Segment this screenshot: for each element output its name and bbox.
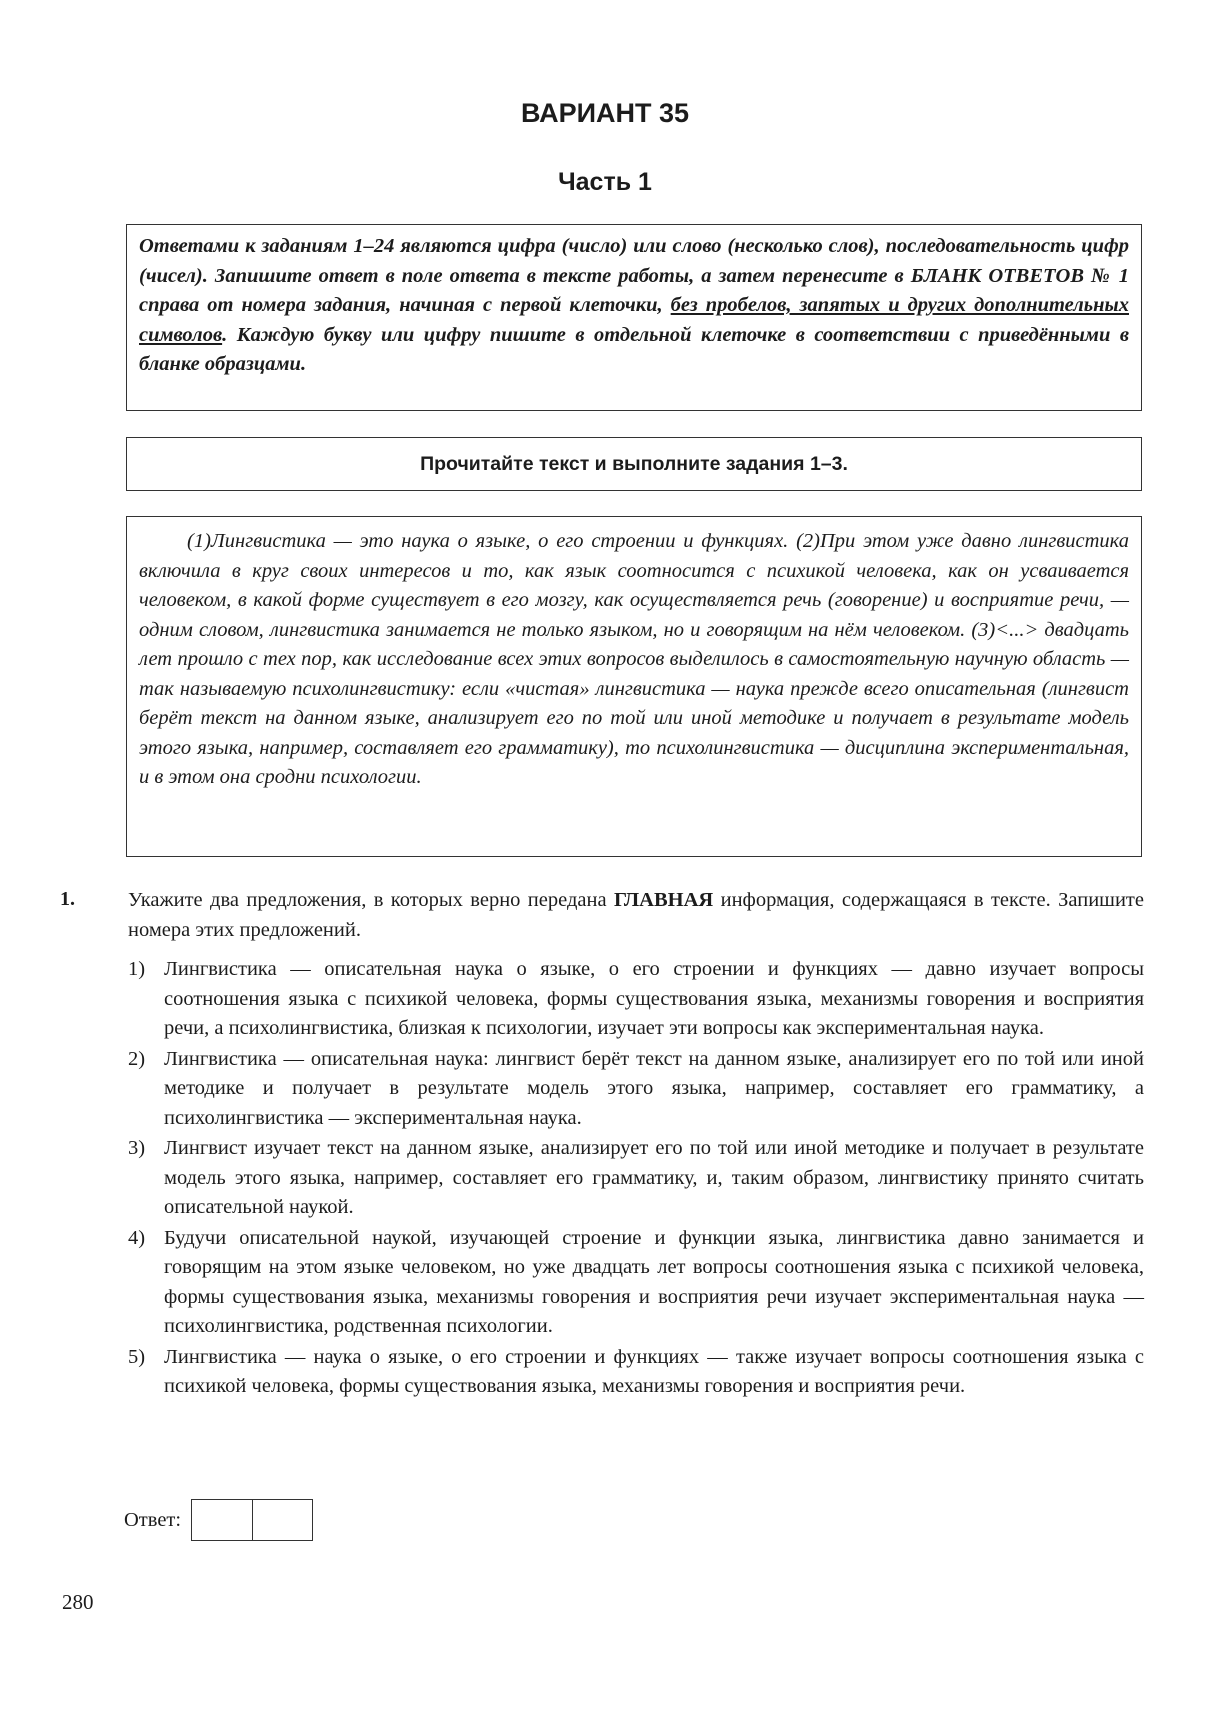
option-number: 2) <box>128 1047 146 1070</box>
part-title: Часть 1 <box>558 168 652 196</box>
task-header: Прочитайте текст и выполните задания 1–3. <box>420 452 848 475</box>
option-2 <box>128 1045 1144 1134</box>
answer-cell[interactable] <box>252 1500 312 1540</box>
reading-text-box <box>126 516 1142 857</box>
option-text: Будучи описательной наукой, изучающей строение и функции языка, лингвистика давно занимается и говорящим на этом языке человеком, но уже двадцать лет вопросы соотношения языка с психикой человека, формы существования языка, механизмы говорения и восприятия речи изучает экспериментальная наука — психолингвистика, родственная психологии. <box>164 1226 1144 1337</box>
option-5 <box>128 1343 1144 1402</box>
instructions-box <box>126 224 1142 411</box>
option-text: Лингвистика — описательная наука: лингвист берёт текст на данном языке, анализирует его по той или иной методике и получает в результате модель этого языка, например, составляет его грамматику, а психолингвистика — экспериментальная наука. <box>164 1047 1144 1129</box>
page-title: ВАРИАНТ 35 <box>520 98 690 128</box>
question-text <box>128 886 1144 945</box>
option-text: Лингвистика — описательная наука о языке, о его строении и функциях — давно изучает вопросы соотношения языка с психикой человека, формы существования языка, механизмы говорения и восприятия речи, а психолингвистика, близкая к психологии, изучает эти вопросы как экспериментальная наука. <box>164 958 1144 1039</box>
answer-label: Ответ: <box>124 1508 182 1531</box>
option-number: 5) <box>128 1345 146 1368</box>
answer-options <box>128 955 1144 1403</box>
instructions-text-end: . Каждую букву или цифру пишите в отдельной клеточке в соответствии с приведёнными в бланке образцами. <box>139 323 1129 376</box>
answer-cell[interactable] <box>192 1500 252 1540</box>
page-number: 280 <box>62 1590 94 1614</box>
task-header-box <box>126 437 1142 491</box>
answer-cells <box>191 1499 313 1541</box>
option-text: Лингвистика — наука о языке, о его строении и функциях — также изучает вопросы соотношения языка с психикой человека, формы существования языка, механизмы говорения и восприятия речи. <box>164 1345 1144 1397</box>
question-number: 1. <box>60 888 75 910</box>
option-3 <box>128 1134 1144 1223</box>
option-number: 4) <box>128 1226 146 1249</box>
option-4 <box>128 1224 1144 1342</box>
option-text: Лингвист изучает текст на данном языке, анализирует его по той или иной методике и получает в результате модель этого языка, например, составляет его грамматику, и, таким образом, лингвистику принято считать описательной наукой. <box>164 1137 1144 1218</box>
instructions-underlined: без пробелов, запятых и других дополнительных символов <box>139 294 1129 346</box>
option-number: 3) <box>128 1137 146 1159</box>
answer-row <box>124 1499 313 1541</box>
question-text-start: Укажите два предложения, в которых верно передана <box>128 889 614 911</box>
option-1 <box>128 955 1144 1044</box>
reading-text: (1)Лингвистика — это наука о языке, о его строении и функциях. (2)При этом уже давно лингвистика включила в круг своих интересов и то, как язык соотносится с психикой человека, как он усваивается человеком, в какой форме существует в его мозгу, как осуществляется речь (говорение) и восприятие речи, — одним словом, лингвистика занимается не только языком, но и говорящим на нём человеком. (3)<...> двадцать лет прошло с тех пор, как исследование всех этих вопросов выделилось в самостоятельную научную область — так называемую психолингвистику: если «чистая» лингвистика — наука прежде всего описательная (лингвист берёт текст на данном языке, анализирует его по той или иной методике и получает в результате модель этого языка, например, составляет его грамматику), то психолингвистика — дисциплина экспериментальная, и в этом она сродни психологии. <box>139 530 1129 788</box>
option-number: 1) <box>128 958 146 980</box>
instructions-text: Ответами к заданиям 1–24 являются цифра (число) или слово (несколько слов), последовательность цифр (чисел). Запишите ответ в поле ответа в тексте работы, а затем перенесите в БЛАНК ОТВЕТОВ № 1 справа от номера задания, начиная с первой клеточки, <box>139 235 1129 317</box>
question-bold-word: ГЛАВНАЯ <box>613 889 714 911</box>
question-text-end: информация, содержащаяся в тексте. Запишите номера этих предложений. <box>128 889 1144 941</box>
